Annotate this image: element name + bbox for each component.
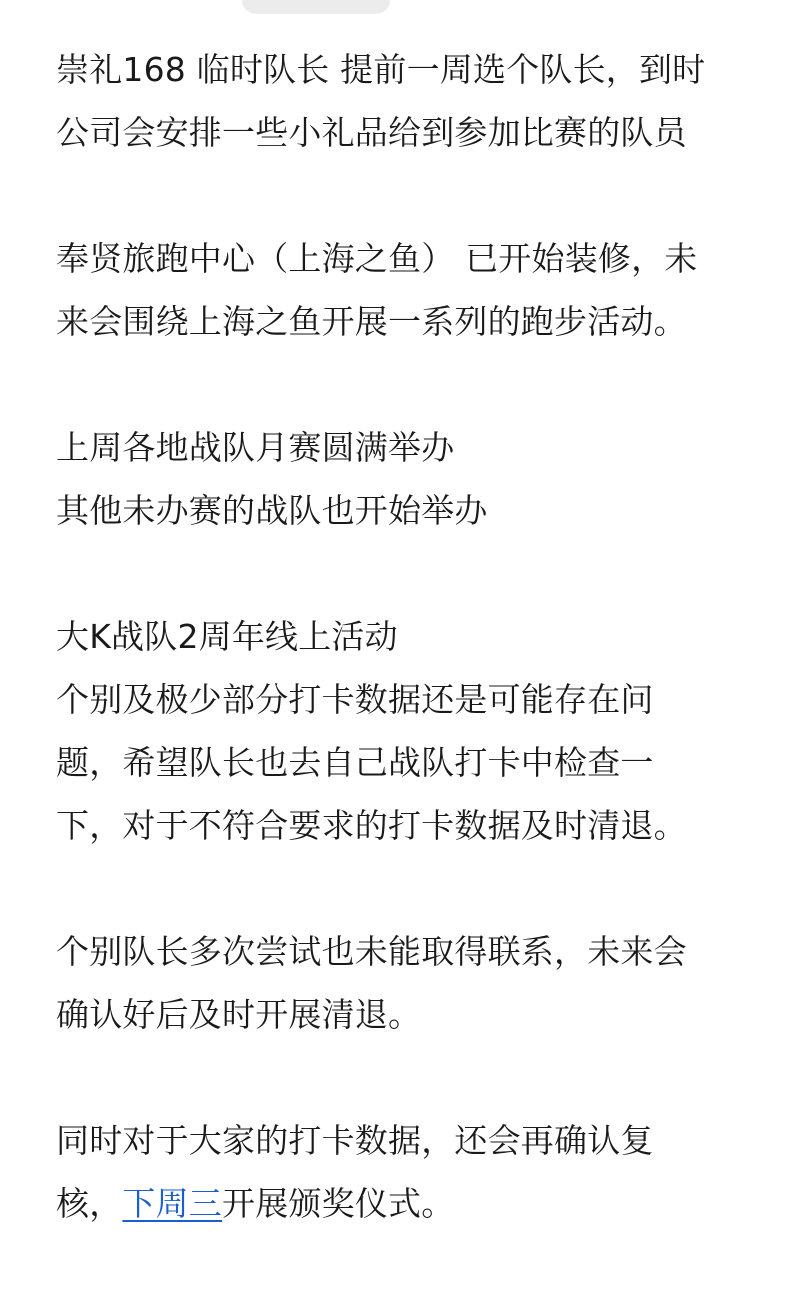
- text-segment: 开展颁奖仪式。: [222, 1184, 455, 1223]
- text-line: 奉贤旅跑中心（上海之鱼） 已开始装修，未: [56, 239, 698, 278]
- top-sheet-handle: [242, 0, 390, 14]
- text-line: 个别及极少部分打卡数据还是可能存在问: [56, 680, 654, 719]
- text-line: 大K战队2周年线上活动: [56, 617, 398, 656]
- text-line: 上周各地战队月赛圆满举办: [56, 428, 455, 467]
- date-link[interactable]: 下周三: [122, 1184, 223, 1223]
- paragraph-1: [56, 38, 756, 164]
- text-line: 题，希望队长也去自己战队打卡中检查一: [56, 743, 654, 782]
- text-line: 来会围绕上海之鱼开展一系列的跑步活动。: [56, 302, 687, 341]
- paragraph-2: [56, 227, 756, 353]
- paragraph-6: [56, 1109, 756, 1235]
- text-line: 下，对于不符合要求的打卡数据及时清退。: [56, 806, 687, 845]
- text-line: 个别队长多次尝试也未能取得联系，未来会: [56, 932, 687, 971]
- text-line: 同时对于大家的打卡数据，还会再确认复: [56, 1121, 654, 1160]
- text-line: 其他未办赛的战队也开始举办: [56, 491, 488, 530]
- text-line: 确认好后及时开展清退。: [56, 995, 422, 1034]
- text-segment: 核，: [56, 1184, 123, 1223]
- paragraph-4: [56, 605, 756, 857]
- paragraph-5: [56, 920, 756, 1046]
- text-line-with-link: [56, 1172, 756, 1235]
- text-line: 公司会安排一些小礼品给到参加比赛的队员: [56, 113, 687, 152]
- text-line: 崇礼168 临时队长 提前一周选个队长，到时: [56, 50, 706, 89]
- message-body: [56, 38, 756, 1298]
- paragraph-3: [56, 416, 756, 542]
